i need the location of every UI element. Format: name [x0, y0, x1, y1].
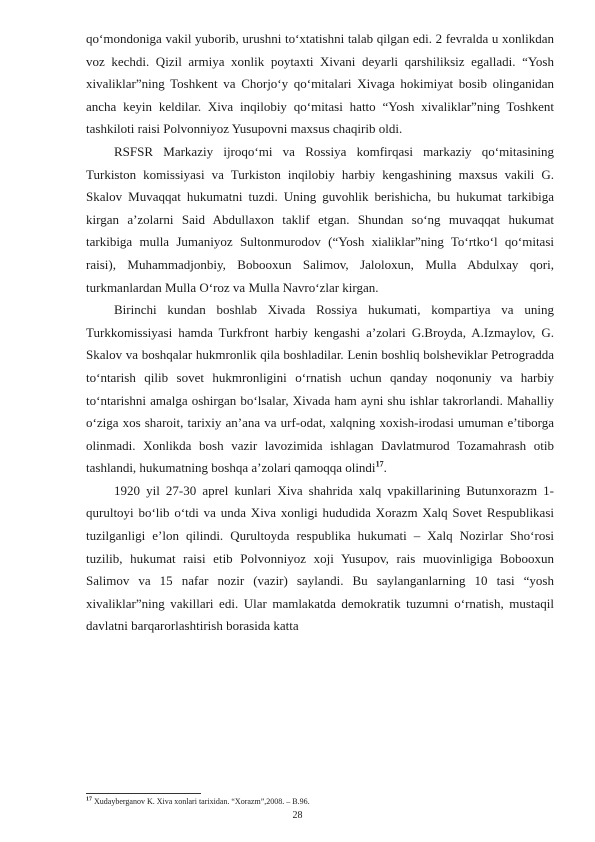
paragraph-3	[86, 299, 554, 480]
paragraph-4: 1920 yil 27-30 aprel kunlari Xiva shahrida xalq vpakillarining Butunxorazm 1-qurultoyi bo‘lib o‘tdi va unda Xiva xonligi hududida Xorazm Xalq Sovet Respublikasi tuzilganligi e’lon qilindi. Qurultoyda respublika hukumati – Xalq Nozirlar Sho‘rosi tuzilib, hukumat raisi etib Polvonniyoz xoji Yusupov, rais muovinligiga Bobooxun Salimov va 15 nafar nozir (vazir) saylandi. Bu saylanganlarning 10 tasi “yosh xivaliklar”ning vakillari edi. Ular mamlakatda demokratik tuzumni o‘rnatish, mustaqil davlatni barqarorlashtirish borasida katta	[86, 482, 554, 634]
footnote-reference[interactable]: 17	[375, 459, 384, 469]
paragraph-3-text: Birinchi kundan boshlab Xivada Rossiya hukumati, kompartiya va uning Turkkomissiyasi hamda Turkfront harbiy kengashi a’zolari G.Broyda, A.Izmaylov, G. Skalov va boshqalar hukmronlik qila boshladilar. Lenin boshliq bolsheviklar Petrogradda to‘ntarish qilib sovet hukmronligini o‘rnatish uchun qanday noqonuniy va harbiy to‘ntarishni amalga oshirgan bo‘lsalar, Xivada ham ayni shu ishlar takrorlandi. Mahalliy o‘ziga xos sharoit, tarixiy an’ana va urf-odat, xalqning xoxish-irodasi umuman e’tiborga olinmadi. Xonlikda bosh vazir lavozimida ishlagan Davlatmurod Tozamahrash otib tashlandi, hukumatning boshqa a’zolari qamoqqa olindi	[86, 302, 554, 476]
paragraph-3-tail: .	[383, 460, 387, 476]
page-number: 28	[292, 810, 303, 821]
footnote-divider	[86, 793, 201, 794]
paragraph-1: qo‘mondoniga vakil yuborib, urushni to‘xtatishni talab qilgan edi. 2 fevralda u xonlikdan voz kechdi. Qizil armiya xonlik poytaxti Xivani deyarli qarshiliksiz egalladi. “Yosh xivaliklar”ning Toshkent va Chorjo‘y qo‘mitalari Xivaga hokimiyat bosib olinganidan ancha keyin keldilar. Xiva inqilobiy qo‘mitasi hatto “Yosh xivaliklar”ning Toshkent tashkiloti raisi Polvonniyoz Yusupovni maxsus chaqirib oldi.	[86, 31, 554, 137]
footnote	[86, 796, 554, 807]
footnote-number: 17	[86, 796, 92, 803]
document-body	[86, 28, 554, 638]
footnote-text: Xudayberganov K. Xiva xonlari tarixidan. “Xorazm”,2008. – B.96.	[94, 797, 310, 806]
paragraph-2: RSFSR Markaziy ijroqo‘mi va Rossiya komfirqasi markaziy qo‘mitasining Turkiston komissiyasi va Turkiston inqilobiy harbiy kengashining maxsus vakili G. Skalov Muvaqqat hukumatni tuzdi. Uning guvohlik berishicha, bu hukumat tarkibiga kirgan a’zolarni Said Abdullaxon taklif etgan. Shundan so‘ng muvaqqat hukumat tarkibiga mulla Jumaniyoz Sultonmurodov (“Yosh xialiklar”ning To‘rtko‘l qo‘mitasi raisi), Muhammadjonbiy, Bobooxun Salimov, Jaloloxun, Mulla Abdulxay qori, turkmanlardan Mulla O‘roz va Mulla Navro‘zlar kirgan.	[86, 143, 554, 295]
